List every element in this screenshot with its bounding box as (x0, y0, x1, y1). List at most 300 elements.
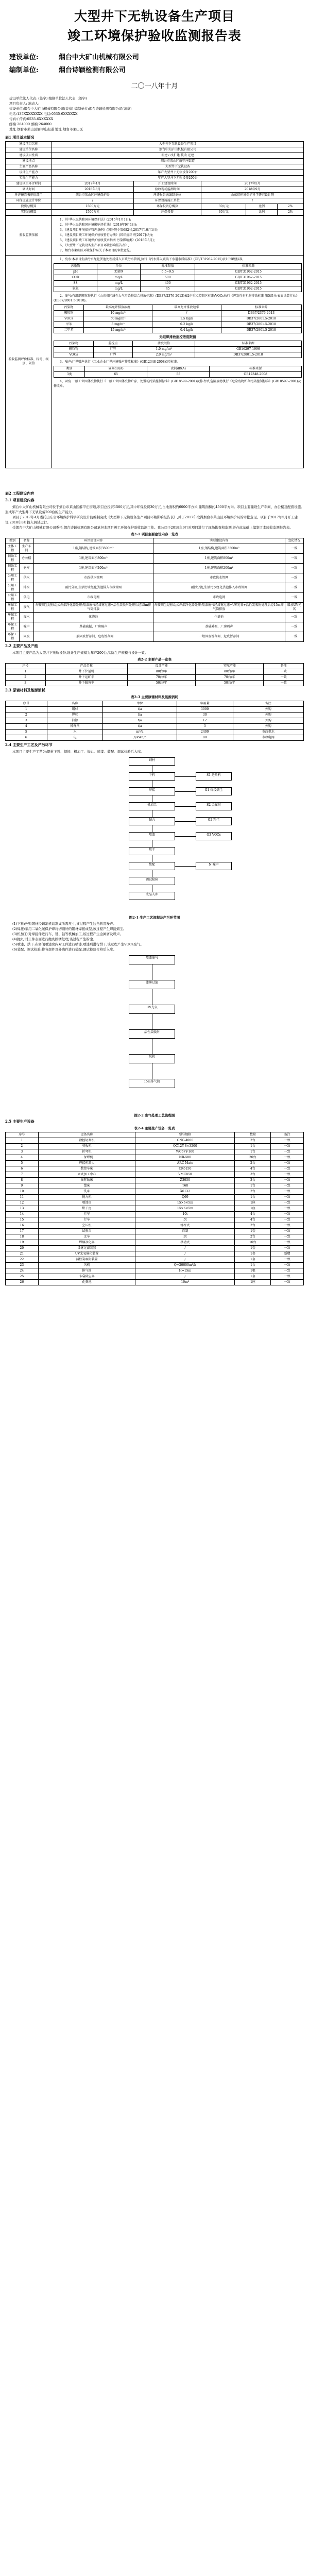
row-value: / (201, 198, 304, 204)
section2-para: 烟台中大矿山机械有限公司位于烟台市莱山区解甲庄街道,项目总投资1500万元,其中环保投资30万元,占地面积约6000平方米,建筑面积约4500平方米。项目主要建设生产车间、办公楼及配套设施,形成年产大型井下无轨设备200台的生产能力。 (5, 505, 302, 514)
table-cell: 新增 (271, 1251, 304, 1257)
table-cell: 一致 (271, 1155, 304, 1161)
table-cell: 抛丸机 (38, 1195, 135, 1200)
table-cell: 12 (177, 718, 233, 724)
table-cell: 焊接机器人 (38, 1161, 135, 1166)
table-cell: 一致 (264, 675, 304, 681)
table-row (6, 193, 304, 198)
row-value: 1500万元 (52, 210, 134, 215)
table-header-row (6, 701, 304, 707)
pollutant-output: S2 金属屑 (196, 802, 232, 810)
table-cell: DB37/2801.5-2018 (195, 352, 301, 358)
table-cell: 2 (6, 1144, 39, 1149)
process-flow-diagram (5, 757, 304, 912)
flow-arrow (175, 836, 196, 837)
build-table (5, 538, 304, 642)
row-value: 2% (277, 210, 303, 215)
table-row (6, 159, 304, 164)
table-cell: 一致 (271, 1206, 304, 1212)
table-cell: 1台 (235, 1183, 271, 1189)
table-cell: 3台 (235, 1172, 271, 1178)
table-row (54, 328, 302, 333)
table-cell: 市政电网 (33, 593, 153, 603)
table-cell: 1台 (235, 1144, 271, 1149)
table-cell: GB/T31962-2015 (195, 269, 302, 275)
treatment-step: 漆雾过滤 (129, 980, 175, 989)
table-cell: 一致 (271, 1268, 304, 1274)
preparer-name: 烟台诗颖检测有限公司 (58, 66, 126, 74)
row-label: 环保投资 (133, 210, 201, 215)
table-cell: 6.5~9.5 (141, 269, 195, 275)
table-cell: 6 (6, 1166, 39, 1172)
table-cell: 行车 (38, 1217, 135, 1223)
table-row (6, 1240, 304, 1246)
table-cell: 17 (6, 1229, 39, 1234)
table-row (6, 1183, 304, 1189)
column-header: 实际建设内容 (153, 538, 285, 544)
preparer-line (5, 64, 304, 74)
table-cell: 7 (6, 1172, 39, 1178)
column-header: 最高允许排放速率 (152, 305, 221, 311)
table-cell: 1 (6, 707, 47, 713)
table-cell: QC12Y-8×3200 (135, 1144, 235, 1149)
table-row (6, 735, 304, 741)
table-cell: 市政供水 (233, 730, 303, 735)
material-table (5, 701, 304, 741)
table-cell: 市政电网 (153, 593, 285, 603)
column-header: 夜间dB(A) (147, 366, 210, 372)
table-cell: 6 (6, 735, 47, 741)
table-cell: 11 (6, 1195, 39, 1200)
table-cell: 0.2 kg/h (152, 322, 221, 328)
table-cell: 外购 (233, 718, 303, 724)
table-cell: 一致 (271, 1274, 304, 1280)
table-row (54, 269, 302, 275)
column-header: 最高允许排放浓度 (83, 305, 152, 311)
table-row (6, 1138, 304, 1144)
table-row (6, 147, 304, 153)
table-cell: GB12348-2008 (210, 372, 302, 378)
table-cell: 400 (141, 281, 195, 286)
row-value: 1500万元 (52, 204, 134, 210)
process-desc: (6)装配、调试检验:将各部件及外购件进行装配,调试检验合格后入库。 (12, 947, 116, 952)
table-cell: 辅助工程 (6, 554, 20, 564)
row-value: 30万元 (201, 204, 246, 210)
std-air-table (54, 304, 302, 333)
flow-step: 焊接 (129, 787, 175, 795)
basis-item: 3、《建设项目环境保护管理条例》(国务院令第682号,2017年10月1日); (60, 228, 159, 232)
table-cell: 16 (6, 1223, 39, 1229)
mat-table-caption: 表2-3 主要原辅材料及能源消耗 (130, 695, 178, 699)
table-cell: 一致 (285, 564, 303, 573)
row-value: 烟台中大矿山机械有限公司 (52, 147, 304, 153)
table-cell: DB37/2376-2013 (221, 311, 301, 316)
row-label: 建设单位名称 (6, 147, 52, 153)
table-row (6, 1217, 304, 1223)
table-cell: 活性炭吸附装置 (38, 1257, 135, 1263)
standards-label: 验收监测评价标准、标号、级别、限值 (6, 256, 52, 468)
process-desc: (5)喷漆、烘干:在密闭喷漆房内对工件进行喷漆,喷漆后进行烘干,该过程产生VOCs废气。 (12, 942, 144, 946)
column-header: 单位 (97, 264, 141, 269)
table-cell: 一致 (271, 1149, 304, 1155)
row-value: 年产大型井下无轨设备200台 (52, 170, 304, 176)
table-cell: 一致 (285, 613, 303, 622)
row-label: 环保设施设计单位 (6, 198, 52, 204)
table-row (6, 181, 304, 187)
table-row (6, 1274, 304, 1280)
table-row (54, 281, 302, 286)
table-row (6, 1149, 304, 1155)
flow-step: 调试检验 (129, 877, 175, 885)
row-label: 建设项目环评时间 (6, 181, 52, 187)
table-cell: 仓库 (20, 564, 33, 573)
table-row (6, 718, 304, 724)
flow-step: 钢材 (129, 757, 175, 766)
row-label: 建设项目性质 (6, 153, 52, 159)
table-cell: UV光氧催化装置 (38, 1251, 135, 1257)
treatment-step: 风机 (129, 1054, 175, 1063)
row-label: 建设地点 (6, 159, 52, 164)
table-cell: 铣床 (38, 1189, 135, 1195)
meta-line: 电话:135XXXXXXXX 电话:0535-6XXXXXX (9, 112, 78, 116)
table-cell: GB/T31962-2015 (195, 281, 302, 286)
table-cell: 雨污分流,生活污水经化粪池排入市政管网 (33, 583, 153, 593)
table-cell: 一致 (271, 1246, 304, 1251)
row-value: 大型井下无轨设备 (52, 164, 304, 170)
column-header: 名称 (20, 538, 33, 544)
table-cell: GB16297-1996 (195, 347, 301, 352)
table-cell: 1根 (235, 1268, 271, 1274)
table-cell: 3台 (235, 1178, 271, 1183)
table-cell: 油漆 (47, 718, 103, 724)
std-fugitive-caption: 无组织排放监控浓度限值 (159, 335, 196, 339)
table-cell: 一致 (271, 1172, 304, 1178)
cover-section (5, 6, 304, 94)
column-header: 标准来源 (195, 264, 302, 269)
table-cell: 井下服务车 (45, 681, 128, 686)
table-cell: / (135, 1246, 235, 1251)
table-cell: 2.0 mg/m³ (133, 352, 195, 358)
build-table-caption: 表2-1 项目主要建设内容一览表 (130, 532, 178, 536)
table-cell: 万kWh/a (103, 735, 177, 741)
table-cell: 2 (6, 675, 46, 681)
basis-item: 5、《建设项目竣工环境保护验收技术指南 污染影响类》(2018年5月); (60, 239, 155, 242)
table-cell: 80台/年 (128, 669, 196, 675)
table-cell: 一致 (285, 622, 303, 632)
column-header: 年用量 (177, 701, 233, 707)
section2-para: 项目于2017年4月委托山东省环境保护科学研究设计院编制完成《大型井下无轨设备生产项目环境影响报告表》,并于2017年取得烟台市莱山区环境保护局的审批意见。项目于2017年5月开工建设,2018年8月投入调试运行。 (5, 515, 298, 524)
builder-name: 烟台中大矿山机械有限公司 (58, 54, 139, 61)
table-row (6, 142, 304, 147)
table-cell: 24 (6, 1268, 39, 1274)
table-cell: 1座,钢结构,建筑面积3500m² (153, 544, 285, 554)
row-value: 2% (277, 204, 303, 210)
table-row (6, 1280, 304, 1285)
table-cell: 15×6×5m (135, 1206, 235, 1212)
table-cell: 办公楼 (20, 554, 33, 564)
row-label: 环评报告表编制单位 (133, 193, 201, 198)
table-row (6, 204, 304, 210)
equipment-table (5, 1132, 304, 1285)
table-cell: 稀释剂 (47, 724, 103, 730)
table-cell: 20台 (235, 1155, 271, 1161)
flow-arrow (175, 821, 196, 822)
table-cell: 1座 (235, 1206, 271, 1212)
table-cell: DB37/2801.5-2018 (221, 316, 301, 322)
table-cell: 3 (177, 724, 233, 730)
standards-air: 2、废气:有组织颗粒物执行《山东省区域性大气污染物综合排放标准》(DB37/2376-2013)表2中重点控制区标准;VOCs执行《挥发性有机物排放标准 第5部分:表面涂装行业》(DB37/2801.5-2018)。 (54, 294, 299, 302)
table-cell: COD (54, 275, 97, 281)
treatment-step: UV光氧 (129, 1005, 175, 1014)
table-cell: 水 (47, 730, 103, 735)
table-row (6, 622, 304, 632)
table-row (6, 1195, 304, 1200)
table-cell: 供电 (20, 593, 33, 603)
table-cell: 焊丝 (47, 713, 103, 718)
table-cell: 试验台 (38, 1229, 135, 1234)
flow-step: 成品入库 (129, 892, 175, 900)
table-cell: mg/L (97, 286, 141, 292)
table-cell: 一般固废暂存间、危废暂存间 (33, 632, 153, 642)
column-header: 标准限值 (141, 264, 195, 269)
pollutant-output: G3 VOCs (196, 832, 232, 840)
meta-line: 项目负责人: 填表人: (9, 101, 40, 106)
table-row (54, 322, 302, 328)
table-cell: 9 (6, 1183, 39, 1189)
table-cell: 3000 (177, 707, 233, 713)
column-header: 污染物 (54, 305, 84, 311)
table-cell: 1 (6, 669, 46, 675)
report-date: 二〇一八年十月 (131, 82, 178, 90)
table-cell: 500 (141, 275, 195, 281)
table-cell: 一致 (271, 1144, 304, 1149)
table-cell: 10 mg/m³ (83, 311, 152, 316)
table-cell: 1座,建筑面积200m² (153, 564, 285, 573)
table-cell: 2台 (235, 1138, 271, 1144)
table-header-row (54, 366, 302, 372)
row-label: 比例 (246, 204, 277, 210)
table-cell: NB-500 (135, 1155, 235, 1161)
flow-step: 下料 (129, 772, 175, 781)
table-cell: CK6150 (135, 1166, 235, 1172)
table-cell: 1套 (235, 1246, 271, 1251)
row-value: 2018年8月 (52, 187, 134, 193)
table-row (54, 311, 302, 316)
sub5-title: 2.5 主要生产设备 (5, 1119, 35, 1124)
table-cell: 10m³ (135, 1280, 235, 1285)
table-cell: 一致 (271, 1178, 304, 1183)
table-cell: 供水 (20, 573, 33, 583)
table-row (6, 730, 304, 735)
table-cell: 废气 (20, 603, 33, 613)
table-cell: 一致 (285, 632, 303, 642)
flow1-caption: 图2-1 生产工艺流程及产污环节图 (129, 916, 180, 920)
table-row (6, 1155, 304, 1161)
column-header: 污染物 (54, 264, 97, 269)
table-cell: pH (54, 269, 97, 275)
standards-water: 1、废水:本项目生活污水经化粪池处理后排入市政污水管网,执行《污水排入城镇下水道水质标准》(GB/T31962-2015)表1中B级标准。 (60, 258, 246, 261)
table-cell: 10台 (235, 1240, 271, 1246)
table-cell: 一致 (271, 1229, 304, 1234)
column-header: 序号 (6, 701, 47, 707)
table-cell: t/a (103, 724, 177, 730)
table-row (6, 573, 304, 583)
table-row (6, 583, 304, 593)
table-cell: 排水 (20, 583, 33, 593)
project-info-table (5, 141, 304, 215)
table-cell: 一致 (271, 1189, 304, 1195)
table-row (6, 1189, 304, 1195)
row-label: 验收现场监测时间 (133, 187, 201, 193)
table-cell: 1台 (235, 1149, 271, 1155)
basis-label: 验收监测依据 (6, 216, 52, 256)
table-cell: WC67Y-160 (135, 1149, 235, 1155)
table-cell: 井下铲运机 (45, 669, 128, 675)
table-cell: 环保工程 (6, 622, 20, 632)
table-cell: 一致 (285, 573, 303, 583)
table-cell: 0.4 kg/h (152, 328, 221, 333)
sub3-title: 2.3 原辅材料及能源消耗 (5, 688, 45, 692)
table-cell: / (135, 1257, 235, 1263)
table-cell: 45 (141, 286, 195, 292)
table-row (6, 1206, 304, 1212)
table-cell: 1套 (235, 1229, 271, 1234)
table-cell: 一般固废暂存间、危废暂存间 (153, 632, 285, 642)
flow-step: 机加工 (129, 802, 175, 810)
column-header: 产品名称 (45, 664, 128, 669)
table-cell: 80台/年 (196, 669, 264, 675)
flow-arrow (175, 791, 196, 792)
table-cell: mg/L (97, 275, 141, 281)
table-cell: 14 (6, 1212, 39, 1217)
meta-line: 邮编:264000 邮编:264000 (9, 122, 52, 126)
table-cell: 3t (135, 1234, 235, 1240)
table-cell: 3 (6, 718, 47, 724)
table-cell: 10t (135, 1212, 235, 1217)
column-header: 环评建设内容 (33, 538, 153, 544)
table-cell: 外购 (233, 724, 303, 730)
table-cell: 钢材 (47, 707, 103, 713)
table-cell: 23 (6, 1263, 39, 1268)
table-cell: Q=20000m³/h (135, 1263, 235, 1268)
table-cell: 公用工程 (6, 573, 20, 583)
flow-step: 装配 (129, 862, 175, 870)
meta-line: 传真:/ 传真:0535-6XXXXXX (9, 117, 54, 121)
table-cell: 外购 (233, 713, 303, 718)
process-desc: (4)抛丸:对工件表面进行抛丸除锈处理,该过程产生粉尘。 (12, 937, 96, 941)
table-cell: 20 (6, 1246, 39, 1251)
product-para: 本项目主要产品为大型井下无轨设备,设计生产规模为年产200台,实际生产规模与设计一致。 (12, 651, 148, 655)
standards-noise: 3、噪声:厂界噪声执行《工业企业厂界环境噪声排放标准》(GB12348-2008)3类标准。 (60, 360, 180, 364)
column-header: 数量 (235, 1132, 271, 1138)
column-header: 备注 (233, 701, 303, 707)
column-header: 单位 (103, 701, 177, 707)
basis-list (52, 216, 304, 256)
table-cell: 1.0 mg/m³ (133, 347, 195, 352)
basis-item: 4、《建设项目竣工环境保护验收暂行办法》(国环规环评[2017]4号); (60, 233, 153, 237)
table-row (6, 603, 304, 613)
table-row (6, 1229, 304, 1234)
table-header-row (54, 264, 302, 269)
column-header: 监控点 (93, 341, 133, 347)
table-cell: 1座 (235, 1280, 271, 1285)
table-row (6, 707, 304, 713)
table-row (6, 187, 304, 193)
table-header-row (6, 1132, 304, 1138)
table-cell: 镗床 (38, 1183, 135, 1189)
table-cell: 3 (6, 681, 46, 686)
table-cell: 辅助工程 (6, 564, 20, 573)
table-row (54, 316, 302, 322)
table-cell: 一致 (271, 1161, 304, 1166)
row-value: 大型井下无轨设备生产项目 (52, 142, 304, 147)
table-cell: 4台 (235, 1217, 271, 1223)
table-cell: SS (54, 281, 97, 286)
table-cell: 折弯机 (38, 1149, 135, 1155)
table-cell: 2台 (235, 1223, 271, 1229)
table-cell: 70台/年 (196, 675, 264, 681)
table-cell: 2400 (177, 730, 233, 735)
table-header-row (6, 538, 304, 544)
table-cell: 5 (6, 730, 47, 735)
table-cell: 甲苯 (54, 322, 84, 328)
sub4-title: 2.4 主要生产工艺及产污环节 (5, 742, 53, 747)
basis-table (5, 215, 304, 468)
row-value: 2017年4月 (52, 181, 134, 187)
table-cell: 颗粒物 (54, 347, 94, 352)
basis-item: 6、《大型井下无轨设备生产项目环境影响报告表》; (60, 244, 129, 247)
row-value: 山东省环境保护科学研究设计院 (201, 193, 304, 198)
table-cell: 一致 (271, 1138, 304, 1144)
row-value: 烟台市莱山区解甲庄街道 (52, 159, 304, 164)
table-cell: 噪声 (20, 622, 33, 632)
table-cell: 化粪池 (38, 1280, 135, 1285)
table-cell: 雨污分流,生活污水经化粪池排入市政管网 (153, 583, 285, 593)
table-row (6, 713, 304, 718)
table-cell: 10 (6, 1189, 39, 1195)
pollutant-output: S1 边角料 (196, 772, 232, 781)
table-cell: H=15m (135, 1268, 235, 1274)
table-row (6, 669, 304, 675)
table-cell: 自制 (135, 1229, 235, 1234)
builder-label: 建设单位: (9, 54, 39, 61)
table-cell: 叉车 (38, 1234, 135, 1240)
table-row (6, 164, 304, 170)
table-cell: Z3050 (135, 1178, 235, 1183)
table-cell: 生产车间 (20, 544, 33, 554)
table-cell: 一致 (271, 1195, 304, 1200)
column-header: 昼间dB(A) (85, 366, 147, 372)
table-header-row (6, 664, 304, 669)
table-row (6, 564, 304, 573)
treatment-step: 15m排气筒 (129, 1079, 175, 1088)
table-cell: 一致 (271, 1200, 304, 1206)
table-row (6, 1161, 304, 1166)
table-cell: 2台 (235, 1189, 271, 1195)
table-cell: 4台 (235, 1212, 271, 1217)
row-label: 环保设施施工单位 (133, 198, 201, 204)
table-cell: 环保工程 (6, 603, 20, 613)
column-header: 标准来源 (195, 341, 301, 347)
basis-item: 2、《中华人民共和国环境影响评价法》(2016年9月1日); (60, 223, 138, 227)
table-cell: 一致 (264, 681, 304, 686)
table-cell: 一致 (271, 1212, 304, 1217)
column-header: 序号 (6, 664, 46, 669)
meta-block (5, 96, 304, 132)
table-row (6, 1166, 304, 1172)
table-cell: 一致 (271, 1223, 304, 1229)
table-cell: 13 (6, 1206, 39, 1212)
